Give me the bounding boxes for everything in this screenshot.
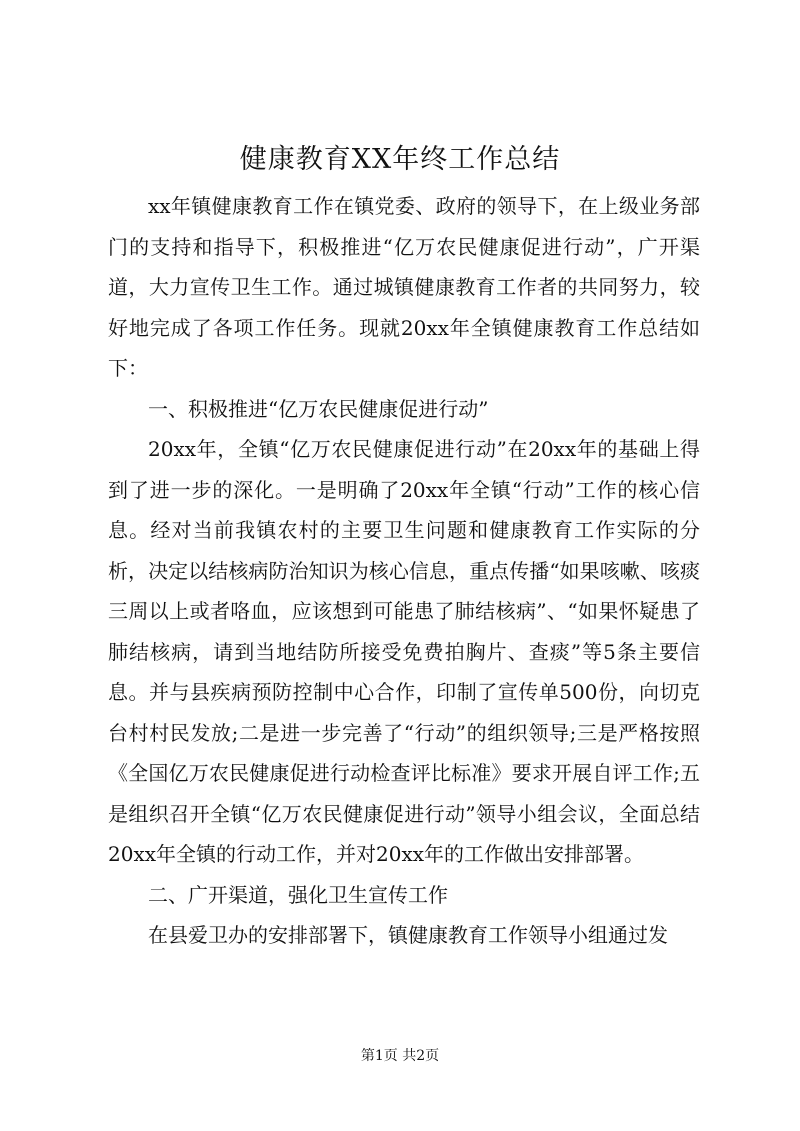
document-body bbox=[108, 186, 700, 956]
section-heading-2: 二、广开渠道，强化卫生宣传工作 bbox=[148, 882, 448, 907]
paragraph-intro: xx年镇健康教育工作在镇党委、政府的领导下，在上级业务部门的支持和指导下，积极推进“亿万农民健康促进行动”，广开渠道，大力宣传卫生工作。通过城镇健康教育工作者的共同努力，较好地完成了各项工作任务。现就20xx年全镇健康教育工作总结如下： bbox=[108, 194, 700, 380]
paragraph-section-2: 在县爱卫办的安排部署下，镇健康教育工作领导小组通过发 bbox=[148, 923, 668, 947]
document-title: 健康教育XX年终工作总结 bbox=[239, 144, 561, 175]
section-heading-1: 一、积极推进“亿万农民健康促进行动” bbox=[148, 396, 489, 421]
paragraph-section-1: 20xx年，全镇“亿万农民健康促进行动”在20xx年的基础上得到了进一步的深化。一是明确了20xx年全镇“行动”工作的核心信息。经对当前我镇农村的主要卫生问题和健康教育工作实际的分析，决定以结核病防治知识为核心信息，重点传播“如果咳嗽、咳痰三周以上或者咯血，应该想到可能患了肺结核病”、“如果怀疑患了肺结核病，请到当地结防所接受免费拍胸片、查痰”等5条主要信息。并与县疾病预防控制中心合作，印制了宣传单500份，向切克台村村民发放;二是进一步完善了“行动”的组织领导;三是严格按照《全国亿万农民健康促进行动检查评比标准》要求开展自评工作;五是组织召开全镇“亿万农民健康促进行动”领导小组会议，全面总结20xx年全镇的行动工作，并对20xx年的工作做出安排部署。 bbox=[108, 437, 700, 866]
page-footer: 第1页 共2页 bbox=[360, 1048, 440, 1064]
